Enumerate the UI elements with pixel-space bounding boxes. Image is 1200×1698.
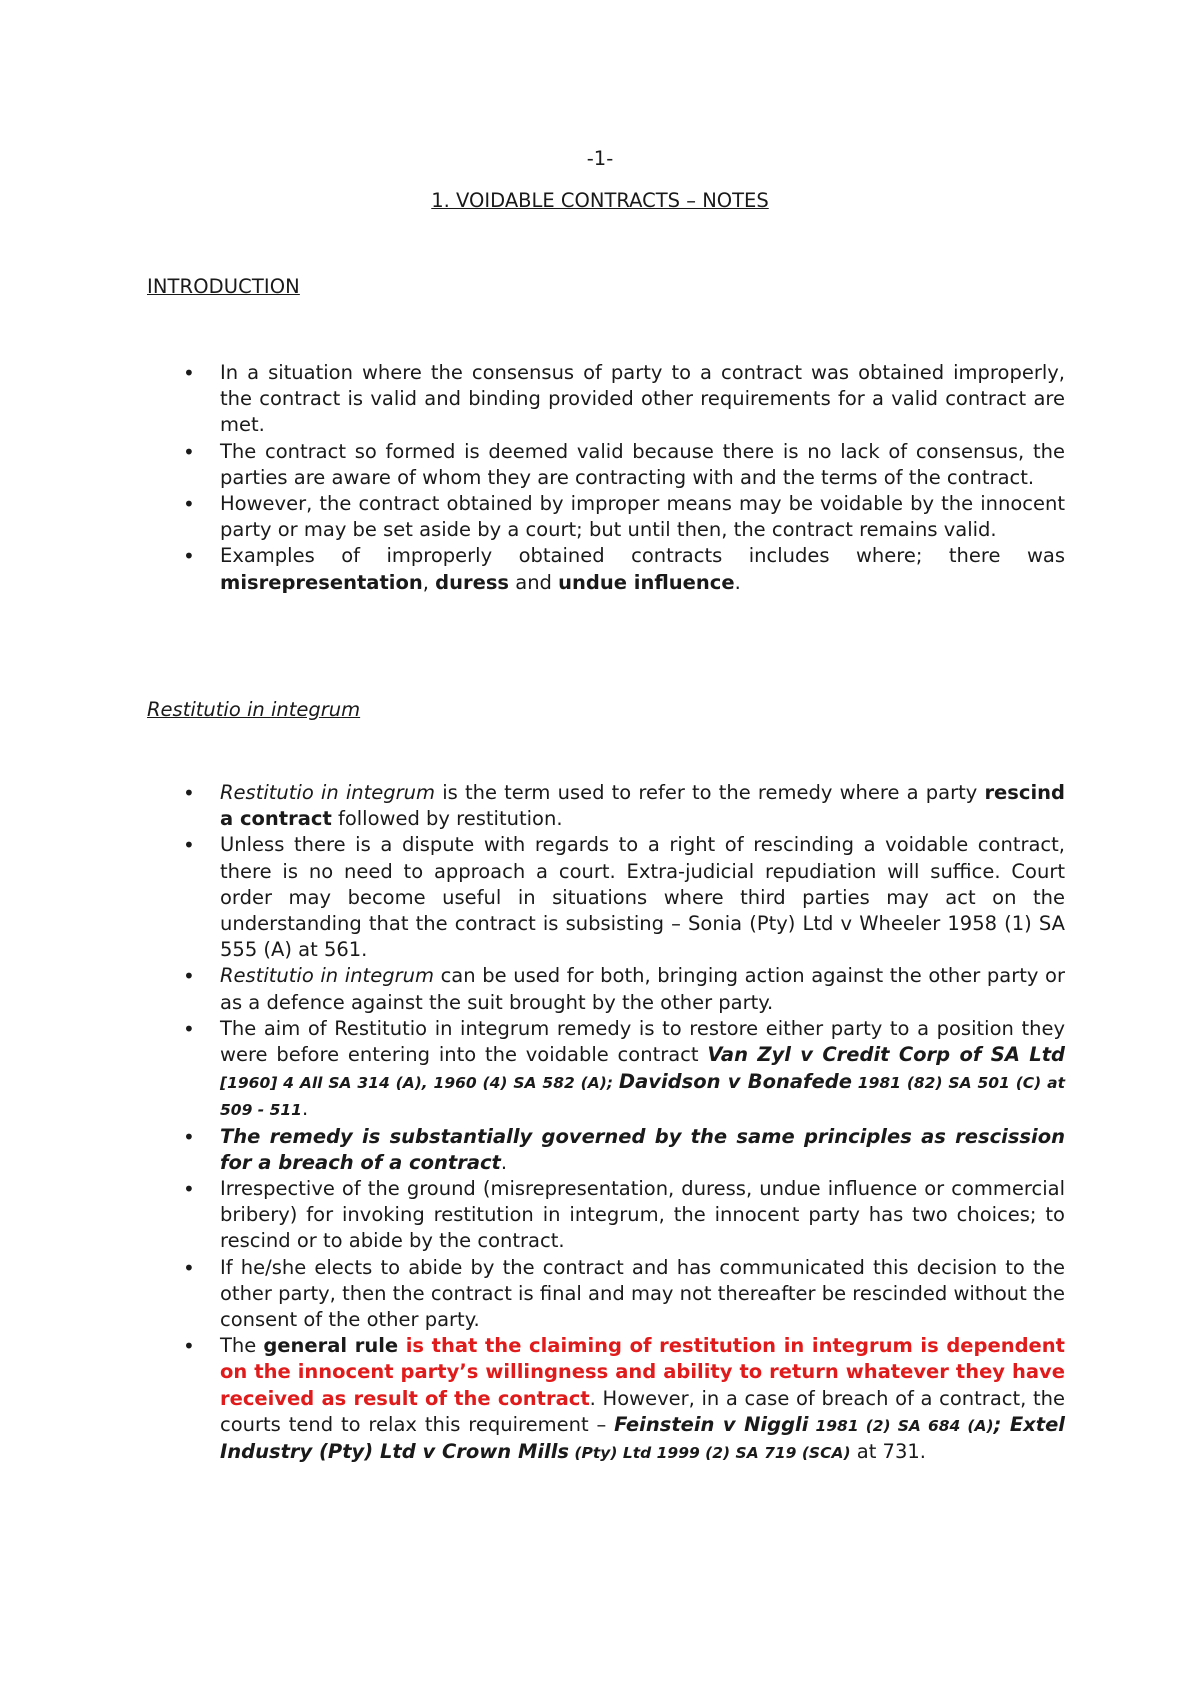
case-citation: Van Zyl v Credit Corp of SA Ltd [707,1043,1065,1067]
introduction-list [147,360,1065,596]
list-item: • The remedy is substantially governed by the same principles as rescission for a breach of a contract. [147,1124,1065,1176]
list-item: • The contract so formed is deemed valid because there is no lack of consensus, the parties are aware of whom they are contracting with and the terms of the contract. [147,439,1065,491]
introduction-heading: INTRODUCTION [147,275,300,298]
list-item: • If he/she elects to abide by the contract and has communicated this decision to the other party, then the contract is final and may not thereafter be rescinded without the consent of the other party. [147,1255,1065,1334]
list-item: • Unless there is a dispute with regards to a right of rescinding a voidable contract, there is no need to approach a court. Extra-judicial repudiation will suffice. Court order may become useful in situations where third parties may act on the understanding that the contract is subsisting – Sonia (Pty) Ltd v Wheeler 1958 (1) SA 555 (A) at 561. [147,832,1065,963]
list-item: • In a situation where the consensus of party to a contract was obtained improperly, the contract is valid and binding provided other requirements for a valid contract are met. [147,360,1065,439]
restitutio-heading: Restitutio in integrum [147,698,361,721]
case-citation: Feinstein v Niggli [614,1412,809,1436]
term-duress: duress [435,570,510,594]
term-undue-influence: undue influence [558,570,735,594]
restitutio-list [147,780,1065,1466]
page-title: 1. VOIDABLE CONTRACTS – NOTES [431,189,769,212]
list-item: • However, the contract obtained by improper means may be voidable by the innocent party or may be set aside by a court; but until then, the contract remains valid. [147,491,1065,543]
list-item: • The general rule is that the claiming of restitution in integrum is dependent on the innocent party’s willingness and ability to return whatever they have received as result of the contract. However, in a case of breach of a contract, the courts tend to relax this requirement – Feinstein v Niggli 1981 (2) SA 684 (A); Extel Industry (Pty) Ltd v Crown Mills (Pty) Ltd 1999 (2) SA 719 (SCA) at 731. [147,1333,1065,1466]
page-number: -1- [586,147,614,170]
list-item: • Irrespective of the ground (misrepresentation, duress, undue influence or commercial bribery) for invoking restitution in integrum, the innocent party has two choices; to rescind or to abide by the contract. [147,1176,1065,1255]
term-misrepresentation: misrepresentation [220,570,423,594]
list-item: • Restitutio in integrum can be used for both, bringing action against the other party or as a defence against the suit brought by the other party. [147,963,1065,1015]
list-item: • Examples of improperly obtained contracts includes where; there was misrepresentation, duress and undue influence. [147,543,1065,595]
case-citation: Davidson v Bonafede [618,1070,852,1094]
highlighted-rule: is that the claiming of restitution in integrum is dependent on the innocent party’s willingness and ability to return whatever they have received as result of the contract [220,1334,1065,1410]
list-item: • Restitutio in integrum is the term used to refer to the remedy where a party rescind a contract followed by restitution. [147,780,1065,832]
list-item: • The aim of Restitutio in integrum remedy is to restore either party to a position they were before entering into the voidable contract Van Zyl v Credit Corp of SA Ltd [1960] 4 All SA 314 (A), 1960 (4) SA 582 (A); Davidson v Bonafede 1981 (82) SA 501 (C) at 509 - 511. [147,1016,1065,1124]
case-citation: Extel Industry (Pty) Ltd v Crown Mills [220,1412,1065,1464]
